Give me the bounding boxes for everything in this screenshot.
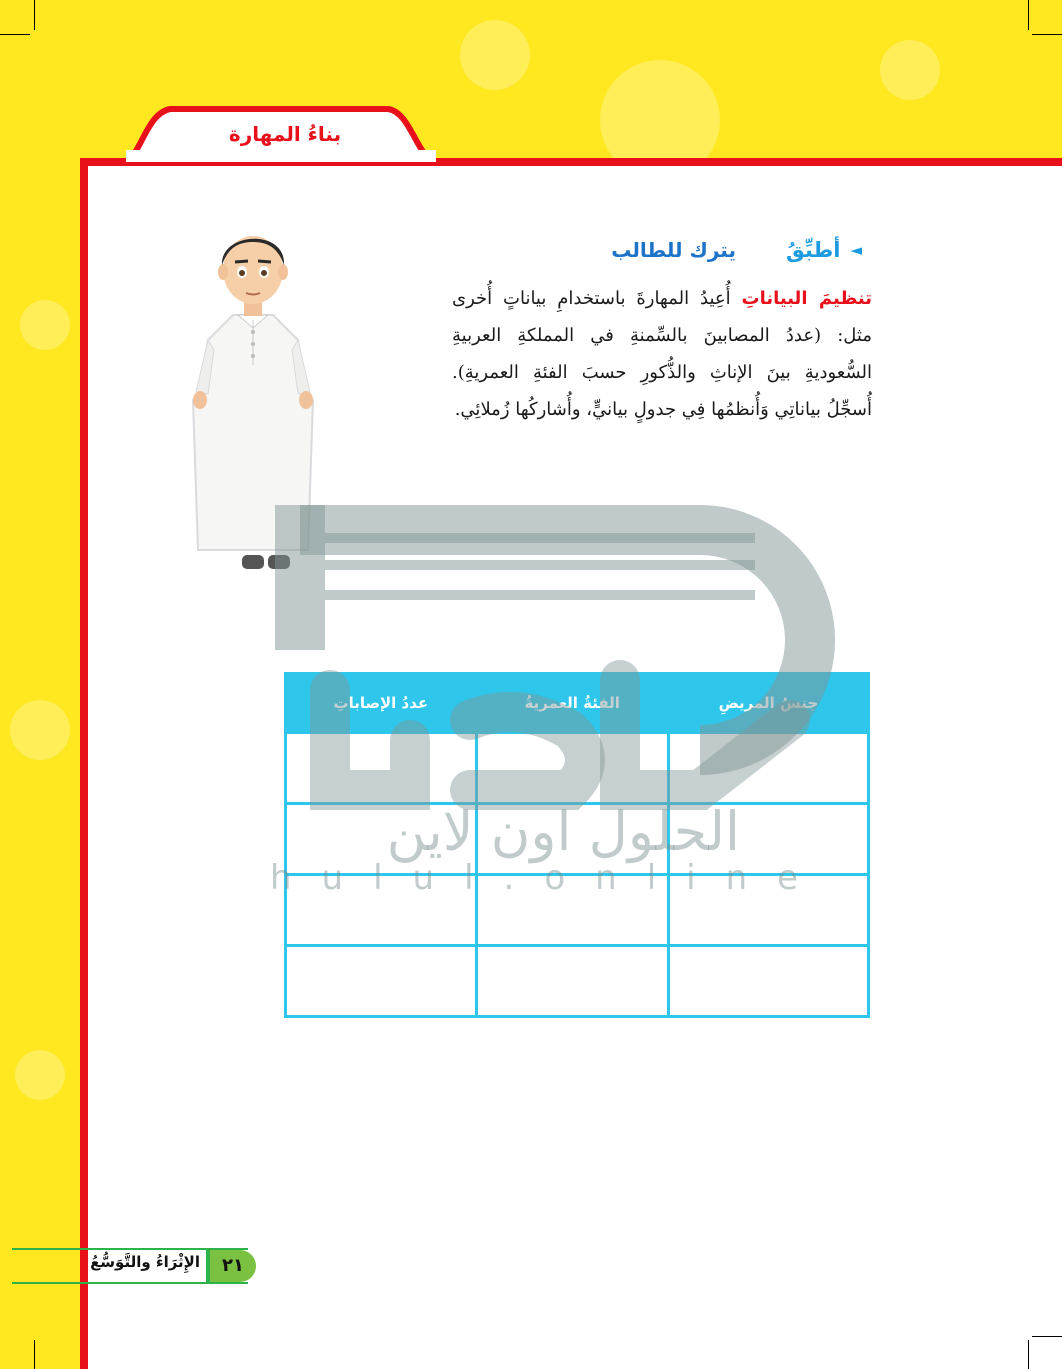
page-number: ٢١ [206,1250,256,1282]
crop-mark [0,34,30,35]
paragraph-highlight: تنظيمَ البياناتِ [741,288,873,309]
table-row [286,733,869,804]
footer-chapter-title: الإِثْرَاءُ والتَّوَسُّعُ [90,1253,200,1271]
section-title: بناءُ المهارة [228,122,342,146]
watermark-arabic: الحلول اون لاين [386,800,740,863]
crop-mark [1032,34,1062,35]
header-patient-gender: جنسُ المريضِ [668,674,868,733]
table-row [286,946,869,1017]
crop-mark [1028,1340,1029,1369]
table-cell[interactable] [476,733,668,804]
crop-mark [34,1340,35,1369]
student-illustration [178,220,328,585]
tab-border-mask [126,150,436,162]
header-cases-count: عددُ الإصاباتِ [286,674,477,733]
apply-label: أطبِّقُ [785,238,841,262]
header-age-group: الفئةُ العمريةُ [476,674,668,733]
table-cell[interactable] [476,946,668,1017]
student-note: يترك للطالب [611,238,736,262]
crop-mark [34,0,35,30]
table-cell[interactable] [286,946,477,1017]
table-cell[interactable] [668,946,868,1017]
watermark-latin: hulul.online [270,858,829,898]
table-header-row [286,674,869,733]
crop-mark [1028,0,1029,30]
table-cell[interactable] [668,733,868,804]
bullet-arrow-icon: ◄ [850,241,862,259]
table-cell[interactable] [286,733,477,804]
paragraph-text: أُعِيدُ المهارةَ باستخدامِ بياناتٍ أُخرى مثل: (عددُ المصابينَ بالسِّمنةِ في المملكةِ العربيةِ السُّعوديةِ بينَ الإناثِ والذُّكورِ حسبَ الفئةِ العمريةِ). أُسجِّلُ بياناتِي وَأُنظمُها فِي جدولٍ بيانيٍّ، وأُشاركُها زُملائِي. [452,288,872,420]
crop-mark [1032,1336,1062,1337]
activity-heading [611,238,862,262]
activity-paragraph [452,280,872,428]
page-border-left [80,158,88,1369]
